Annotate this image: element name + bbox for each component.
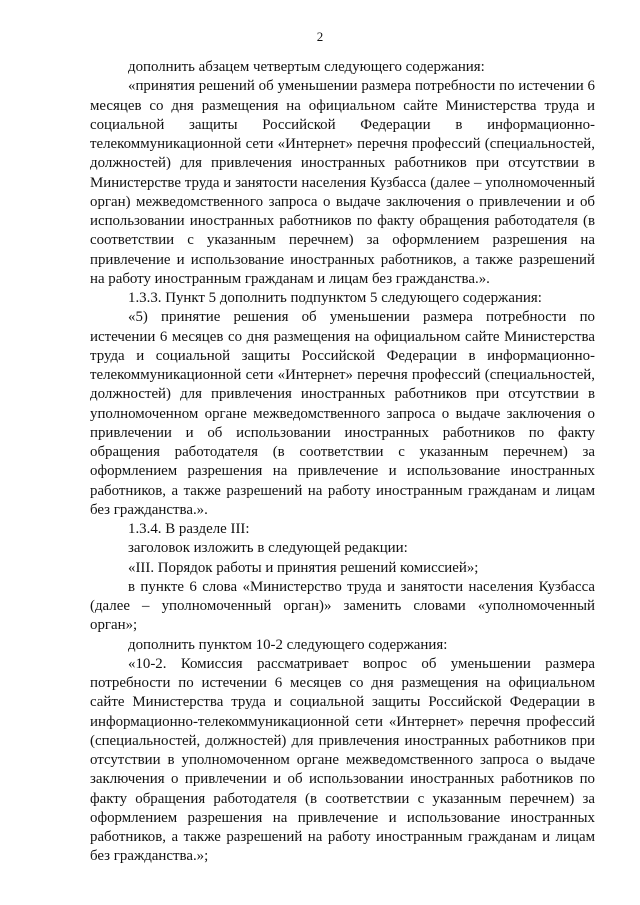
paragraph-subitem-5: «5) принятие решения об уменьшении размера потребности по истечении 6 месяцев со дня размещения на официальном сайте Министерства труда и социальной защиты Российской Федерации в информационно-телекоммуникационной сети «Интернет» перечня профессий (специальностей, должностей) для привлечения иностранных работников при отсутствии в уполномоченном органе межведомственного запроса о выдаче заключения о привлечении и об использовании иностранных работников по факту обращения работодателя (в соответствии с указанным перечнем) за оформлением разрешения на привлечение и использование иностранных работников, а также разрешений на работу иностранным гражданам и лицам без гражданства.». xyxy=(90,309,595,518)
paragraph-add-item-10-2: дополнить пунктом 10-2 следующего содержания: xyxy=(128,636,448,653)
page-number: 2 xyxy=(316,29,324,44)
paragraph-item-10-2: «10-2. Комиссия рассматривает вопрос об уменьшении размера потребности по истечении 6 месяцев со дня размещения на официальном сайте Министерства труда и социальной защиты Российской Федерации в информационно-телекоммуникационной сети «Интернет» перечня профессий (специальностей, должностей) для привлечения иностранных работников при отсутствии в уполномоченном органе межведомственного запроса о выдаче заключения о привлечении и об использовании иностранных работников по факту обращения работодателя (в соответствии с указанным перечнем) за оформлением разрешения на привлечение и использование иностранных работников, а также разрешений на работу иностранным гражданам и лицам без гражданства.»; xyxy=(90,655,595,865)
paragraph-heading-edit: заголовок изложить в следующей редакции: xyxy=(128,540,408,557)
paragraph-item-6-replace: в пункте 6 слова «Министерство труда и занятости населения Кузбасса (далее – уполномоченный орган)» заменить словами «уполномоченный орган»; xyxy=(90,578,595,634)
paragraph-add-fourth-clause: дополнить абзацем четвертым следующего содержания: xyxy=(128,59,485,75)
paragraph-1-3-4: 1.3.4. В разделе III: xyxy=(128,521,250,537)
paragraph-1-3-3: 1.3.3. Пункт 5 дополнить подпунктом 5 следующего содержания: xyxy=(128,290,542,306)
paragraph-quoted-decisions: «принятия решений об уменьшении размера потребности по истечении 6 месяцев со дня размещения на официальном сайте Министерства труда и социальной защиты Российской Федерации в информационно-телекоммуникационной сети «Интернет» перечня профессий (специальностей, должностей) для привлечения иностранных работников при отсутствии в Министерстве труда и занятости населения Кузбасса (далее – уполномоченный орган) межведомственного запроса о выдаче заключения о привлечении и об использовании иностранных работников по факту обращения работодателя (в соответствии с указанным перечнем) за оформлением разрешения на привлечение и использование иностранных работников, а также разрешений на работу иностранным гражданам и лицам без гражданства.». xyxy=(90,78,595,287)
document-body xyxy=(90,58,595,867)
paragraph-section-title: «III. Порядок работы и принятия решений комиссией»; xyxy=(128,559,479,576)
